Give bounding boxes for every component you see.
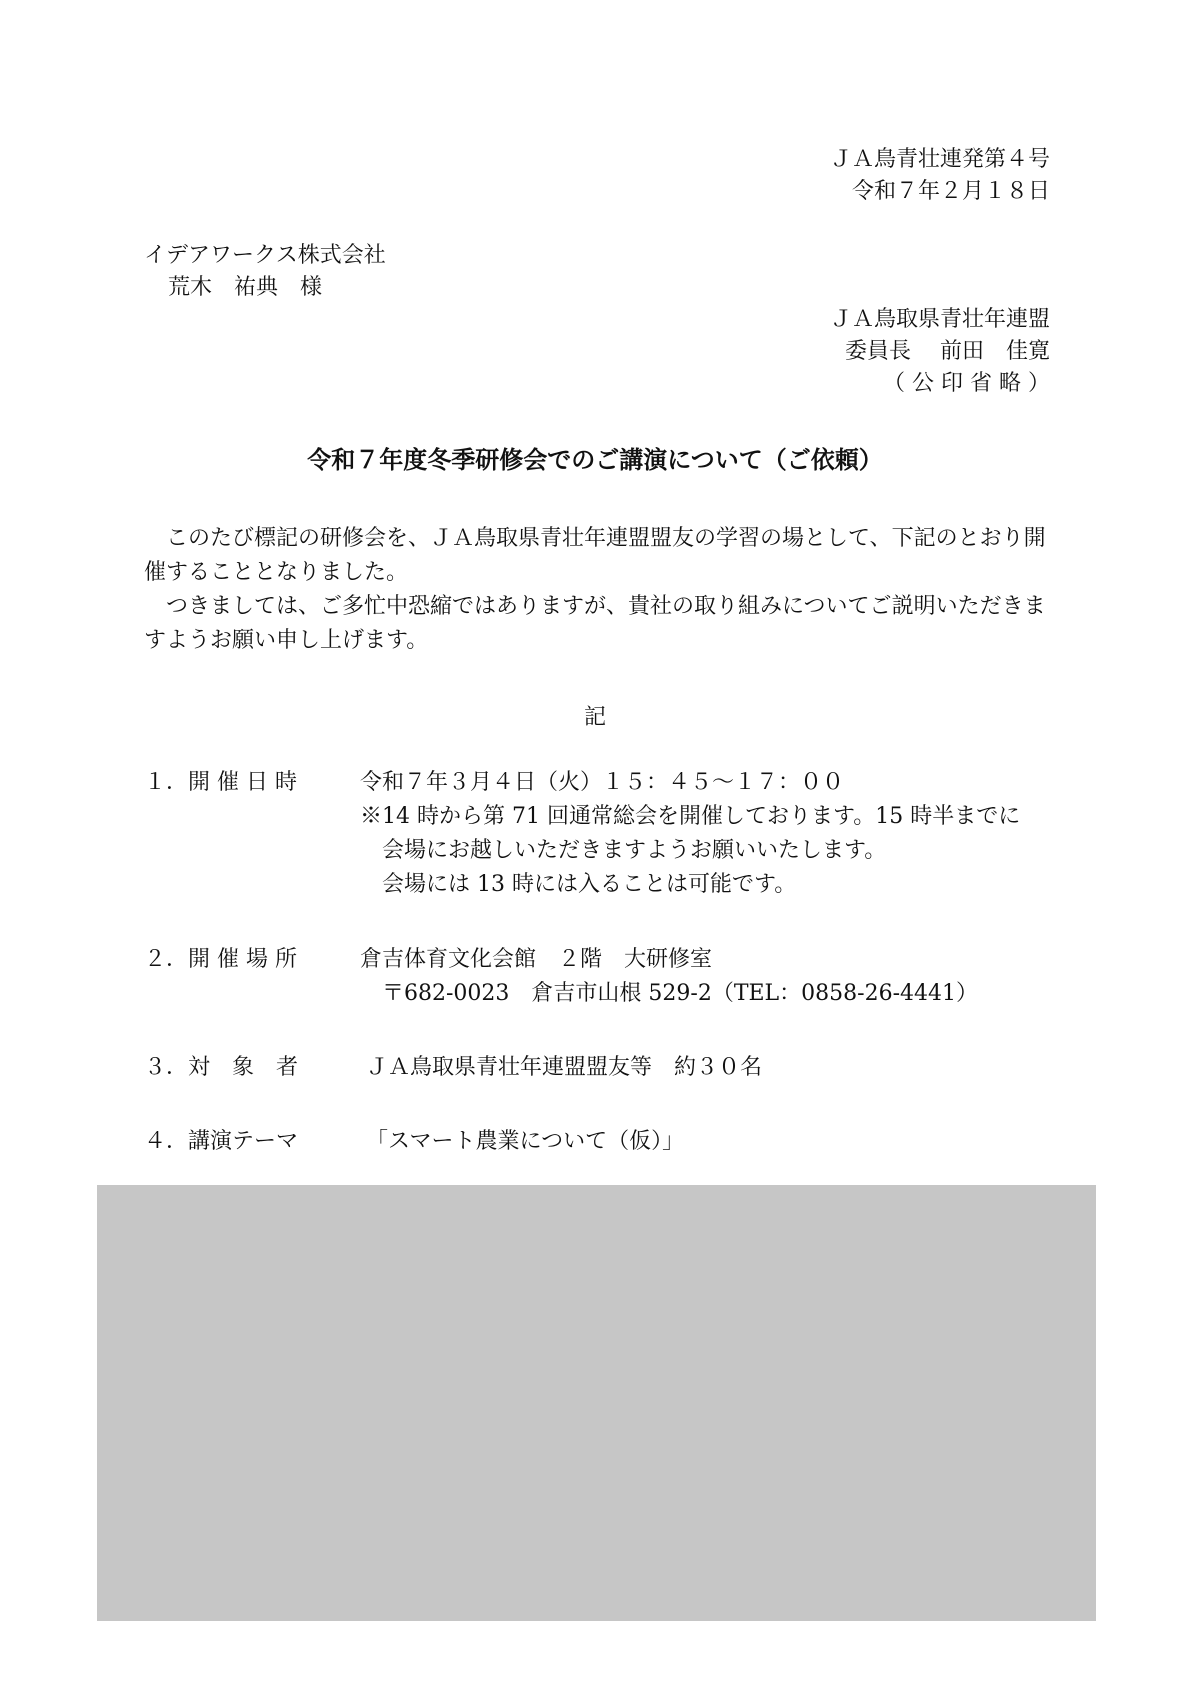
item-value: 「スマート農業について（仮）」 [366,1129,685,1154]
item-label: １．開 催 日 時 [144,770,297,795]
body-paragraph-2: つきましては、ご多忙中恐縮ではありますが、貴社の取り組みについてご説明いただきますようお願い申し上げます。 [144,594,1046,653]
item-label: ３．対 象 者 [144,1055,299,1080]
recipient-company: イデアワークス株式会社 [144,243,386,268]
item-value: 倉吉体育文化会館 ２階 大研修室 [360,947,713,972]
item-note: 会場には 13 時には入ることは可能です。 [382,872,797,897]
seal-omitted-note: （ 公 印 省 略 ） [883,371,1050,396]
item-note: 〒682-0023 倉吉市山根 529-2（TEL：0858-26-4441） [382,981,979,1006]
item-label: ４．講演テーマ [144,1129,299,1154]
document-number: ＪＡ鳥青壮連発第４号 [829,147,1050,172]
sender-org: ＪＡ鳥取県青壮年連盟 [829,307,1050,332]
ki-heading: 記 [583,705,606,730]
item-label: ２．開 催 場 所 [144,947,297,972]
redacted-area [97,1185,1096,1621]
item-note: 会場にお越しいただきますようお願いいたします。 [382,838,887,863]
document-date: 令和７年２月１８日 [851,179,1050,204]
sender-person: 委員長 前田 佳寛 [845,339,1050,364]
document-title: 令和７年度冬季研修会でのご講演について（ご依頼） [307,446,883,474]
body-paragraph-1: このたび標記の研修会を、ＪＡ鳥取県青壮年連盟盟友の学習の場として、下記のとおり開催することとなりました。 [144,526,1046,585]
item-value: ＪＡ鳥取県青壮年連盟盟友等 約３０名 [366,1055,763,1080]
item-value: 令和７年３月４日（火）１５：４５～１７：００ [360,770,845,795]
recipient-name: 荒木 祐典 様 [168,275,323,300]
item-note: ※14 時から第 71 回通常総会を開催しております。15 時半までに [360,804,1021,829]
